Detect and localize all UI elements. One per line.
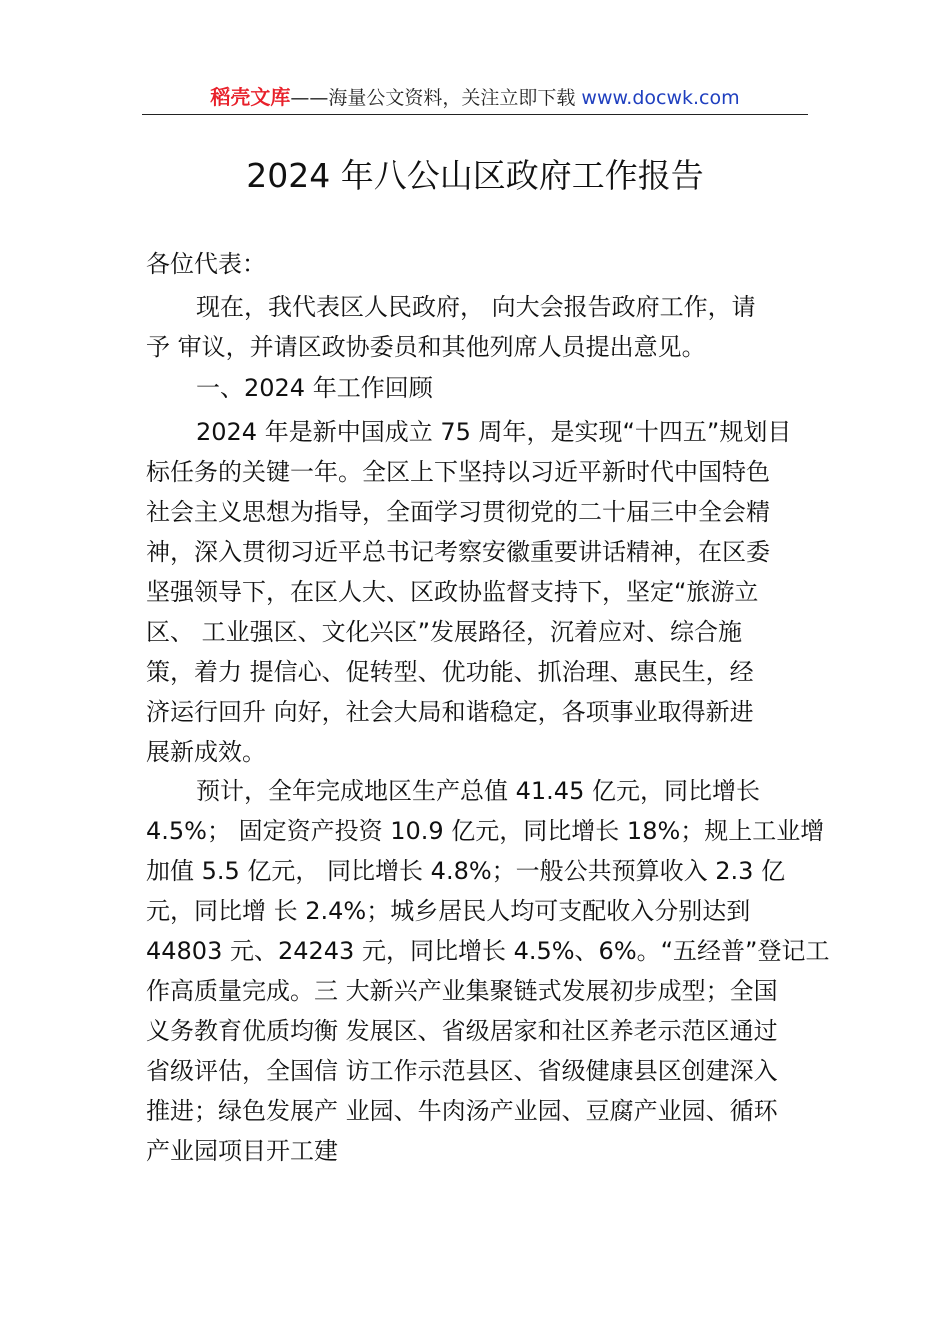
text-line: 4.5%； 固定资产投资 10.9 亿元，同比增长 18%；规上工业增 <box>146 817 825 845</box>
paragraph-review <box>146 412 826 772</box>
text-line: 义务教育优质均衡 发展区、省级居家和社区养老示范区通过 <box>146 1017 778 1045</box>
text-line: 44803 元、24243 元，同比增长 4.5%、6%。“五经普”登记工 <box>146 937 830 965</box>
text-line: 予 审议，并请区政协委员和其他列席人员提出意见。 <box>146 333 706 361</box>
text-line: 产业园项目开工建 <box>146 1137 338 1165</box>
salutation-line: 各位代表： <box>146 250 266 278</box>
salutation <box>146 244 826 284</box>
section-heading-line: 一、2024 年工作回顾 <box>196 374 433 402</box>
document-title: 2024 年八公山区政府工作报告 <box>246 156 704 195</box>
page-header <box>142 84 808 114</box>
intro-paragraph <box>146 287 826 367</box>
site-link[interactable]: www.docwk.com <box>581 87 740 109</box>
text-line: 加值 5.5 亿元， 同比增长 4.8%；一般公共预算收入 2.3 亿 <box>146 857 786 885</box>
text-line: 现在，我代表区人民政府， 向大会报告政府工作，请 <box>196 293 756 321</box>
text-line: 坚强领导下，在区人大、区政协监督支持下，坚定“旅游立 <box>146 578 759 606</box>
text-line: 区、 工业强区、文化兴区”发展路径，沉着应对、综合施 <box>146 618 743 646</box>
text-line: 作高质量完成。三 大新兴产业集聚链式发展初步成型；全国 <box>146 977 778 1005</box>
text-line: 省级评估，全国信 访工作示范县区、省级健康县区创建深入 <box>146 1057 778 1085</box>
header-slogan: ——海量公文资料，关注立即下载 <box>290 87 576 109</box>
text-line: 社会主义思想为指导，全面学习贯彻党的二十届三中全会精 <box>146 498 770 526</box>
text-line: 推进；绿色发展产 业园、牛肉汤产业园、豆腐产业园、循环 <box>146 1097 778 1125</box>
text-line: 济运行回升 向好，社会大局和谐稳定，各项事业取得新进 <box>146 698 754 726</box>
text-line: 展新成效。 <box>146 738 266 766</box>
text-line: 2024 年是新中国成立 75 周年，是实现“十四五”规划目 <box>196 418 792 446</box>
text-line: 神，深入贯彻习近平总书记考察安徽重要讲话精神，在区委 <box>146 538 770 566</box>
header-divider <box>142 114 808 115</box>
brand-name: 稻壳文库 <box>210 85 291 109</box>
text-line: 标任务的关键一年。全区上下坚持以习近平新时代中国特色 <box>146 458 770 486</box>
text-line: 元，同比增 长 2.4%；城乡居民人均可支配收入分别达到 <box>146 897 751 925</box>
section-heading <box>146 368 826 408</box>
paragraph-estimates <box>146 771 830 1171</box>
text-line: 策，着力 提信心、促转型、优功能、抓治理、惠民生，经 <box>146 658 754 686</box>
text-line: 预计，全年完成地区生产总值 41.45 亿元，同比增长 <box>196 777 760 805</box>
